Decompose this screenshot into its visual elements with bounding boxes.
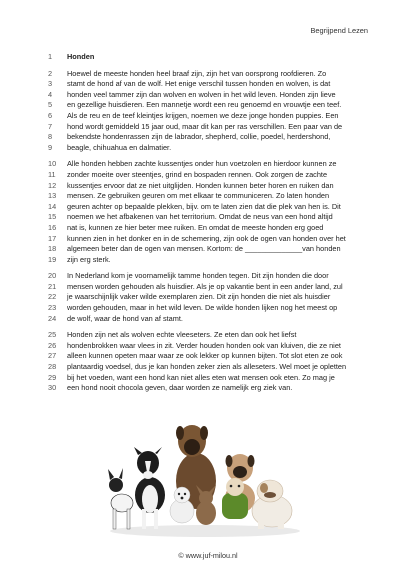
line-text: worden gehouden, maar in het wild leven. De wilde honden lijken nog het meest op bbox=[67, 303, 338, 313]
line-text: hondenbrokken waar vlees in zit. Verder houden honden ook van kluiven, die ze niet bbox=[67, 340, 341, 350]
line-text: Alle honden hebben zachte kussentjes onder hun voetzolen en hierdoor kunnen ze bbox=[67, 159, 337, 169]
text-line bbox=[48, 111, 378, 122]
line-text: Hoewel de meeste honden heel braaf zijn, zijn het van oorsprong roofdieren. Zo bbox=[67, 68, 327, 78]
line-number: 16 bbox=[48, 222, 57, 232]
line-number: 29 bbox=[48, 372, 57, 382]
line-number: 25 bbox=[48, 330, 57, 340]
text-line bbox=[48, 282, 378, 293]
line-text: een hond nooit chocola geven, daar worden ze namelijk erg ziek van. bbox=[67, 383, 293, 393]
line-text: alleen kunnen opeten maar waar ze ook lekker op kunnen bijten. Tot slot eten ze ook bbox=[67, 351, 343, 361]
text-line bbox=[48, 292, 378, 303]
line-number: 24 bbox=[48, 313, 57, 323]
dogs-group-photo bbox=[100, 403, 300, 538]
text-line bbox=[48, 143, 378, 154]
line-text: beagle, chihuahua en dalmatier. bbox=[67, 142, 172, 152]
line-text: Honden zijn net als wolven echte vleeseters. Ze eten dan ook het liefst bbox=[67, 330, 297, 340]
line-number: 13 bbox=[48, 191, 57, 201]
line-number: 12 bbox=[48, 180, 57, 190]
line-text: Als de reu en de teef kleintjes krijgen, noemen we deze jonge honden puppies. Een bbox=[67, 110, 339, 120]
text-line bbox=[48, 212, 378, 223]
line-text: kussentjes ervoor dat ze niet uitglijden. Honden kunnen beter horen en ruiken dan bbox=[67, 180, 334, 190]
document-title: Honden bbox=[67, 52, 95, 61]
text-line bbox=[48, 170, 378, 181]
line-text: zonder moeite over steentjes, grind en bospaden rennen. Ook zorgen de zachte bbox=[67, 169, 328, 179]
line-number: 10 bbox=[48, 159, 57, 169]
line-number: 4 bbox=[48, 89, 53, 99]
line-text: bekendste hondenrassen zijn de labrador, shepherd, collie, poedel, herdershond, bbox=[67, 132, 331, 142]
text-line bbox=[48, 191, 378, 202]
line-number: 2 bbox=[48, 68, 53, 78]
line-text: mensen worden gehouden als huisdier. Als je op vakantie bent in een ander land, zul bbox=[67, 281, 343, 291]
text-line bbox=[48, 271, 378, 282]
line-number: 6 bbox=[48, 110, 53, 120]
line-number: 18 bbox=[48, 244, 57, 254]
line-number: 28 bbox=[48, 362, 57, 372]
line-text: en gezellige huisdieren. Een mannetje wordt een reu genoemd en vrouwtje een teef. bbox=[67, 100, 342, 110]
line-text: hond wordt gemiddeld 15 jaar oud, maar dit kan per ras verschillen. Een paar van de bbox=[67, 121, 343, 131]
text-line bbox=[48, 341, 378, 352]
text-line bbox=[48, 181, 378, 192]
text-line bbox=[48, 303, 378, 314]
line-number: 19 bbox=[48, 254, 57, 264]
text-line bbox=[48, 223, 378, 234]
title-line bbox=[48, 52, 378, 63]
text-line bbox=[48, 202, 378, 213]
line-text: noemen we het afbakenen van het territorium. Omdat de neus van een hond altijd bbox=[67, 212, 333, 222]
line-number: 8 bbox=[48, 132, 53, 142]
subject-label: Begrijpend Lezen bbox=[310, 26, 368, 35]
text-line bbox=[48, 362, 378, 373]
text-line bbox=[48, 69, 378, 80]
line-number: 27 bbox=[48, 351, 57, 361]
line-number: 22 bbox=[48, 292, 57, 302]
line-text: de wolf, waar de hond van af stamt. bbox=[67, 313, 183, 323]
text-line bbox=[48, 132, 378, 143]
text-line bbox=[48, 122, 378, 133]
text-line bbox=[48, 159, 378, 170]
line-number: 3 bbox=[48, 79, 53, 89]
text-line bbox=[48, 79, 378, 90]
line-number: 21 bbox=[48, 281, 57, 291]
collie bbox=[134, 447, 165, 529]
line-number: 23 bbox=[48, 303, 57, 313]
line-text: honden veel tammer zijn dan wolven en wolven in het wild leven. Honden zijn lieve bbox=[67, 89, 336, 99]
text-line bbox=[48, 100, 378, 111]
line-number: 20 bbox=[48, 271, 57, 281]
small-dog-left bbox=[108, 468, 133, 529]
line-text: kunnen zien in het donker en in de schemering, zijn ook de ogen van honden over het bbox=[67, 233, 346, 243]
line-number: 17 bbox=[48, 233, 57, 243]
line-text: algemeen beter dan de ogen van mensen. Kortom: de ______________van honden bbox=[67, 244, 341, 254]
text-line bbox=[48, 90, 378, 101]
line-number: 30 bbox=[48, 383, 57, 393]
line-text: plantaardig voedsel, dus je kan honden zeker zien als alleseters. Wel moet je opletten bbox=[67, 362, 347, 372]
reading-text bbox=[48, 52, 378, 394]
footer-credit: © www.juf-milou.nl bbox=[178, 551, 238, 560]
line-number: 1 bbox=[48, 52, 53, 61]
line-text: In Nederland kom je voornamelijk tamme honden tegen. Dit zijn honden die door bbox=[67, 271, 329, 281]
line-text: geuren achter op bepaalde plekken, bijv. om te laten zien dat die plek van hen is. Dit bbox=[67, 201, 341, 211]
text-line bbox=[48, 373, 378, 384]
text-line bbox=[48, 234, 378, 245]
text-line bbox=[48, 383, 378, 394]
text-line bbox=[48, 351, 378, 362]
line-text: bij het voeden, want een hond kan niet alles eten wat mensen ook eten. Zo mag je bbox=[67, 372, 335, 382]
line-number: 26 bbox=[48, 340, 57, 350]
text-line bbox=[48, 330, 378, 341]
line-text: nat is, kunnen ze hier beter mee ruiken. En omdat de meeste honden erg goed bbox=[67, 222, 324, 232]
bulldog bbox=[252, 480, 292, 529]
line-number: 15 bbox=[48, 212, 57, 222]
text-line bbox=[48, 244, 378, 255]
line-number: 9 bbox=[48, 142, 53, 152]
line-number: 14 bbox=[48, 201, 57, 211]
chihuahua bbox=[196, 485, 216, 525]
line-text: stamt de hond af van de wolf. Het enige verschil tussen honden en wolven, is dat bbox=[67, 79, 331, 89]
text-line bbox=[48, 255, 378, 266]
line-number: 11 bbox=[48, 169, 56, 179]
text-line bbox=[48, 314, 378, 325]
line-number: 7 bbox=[48, 121, 53, 131]
line-number: 5 bbox=[48, 100, 53, 110]
line-text: je waarschijnlijk vaker wilde exemplaren zien. Dit zijn honden die niet als huisdier bbox=[67, 292, 331, 302]
line-text: mensen. Ze gebruiken geuren om met elkaar te communiceren. Zo laten honden bbox=[67, 191, 330, 201]
line-text: zijn erg sterk. bbox=[67, 254, 111, 264]
